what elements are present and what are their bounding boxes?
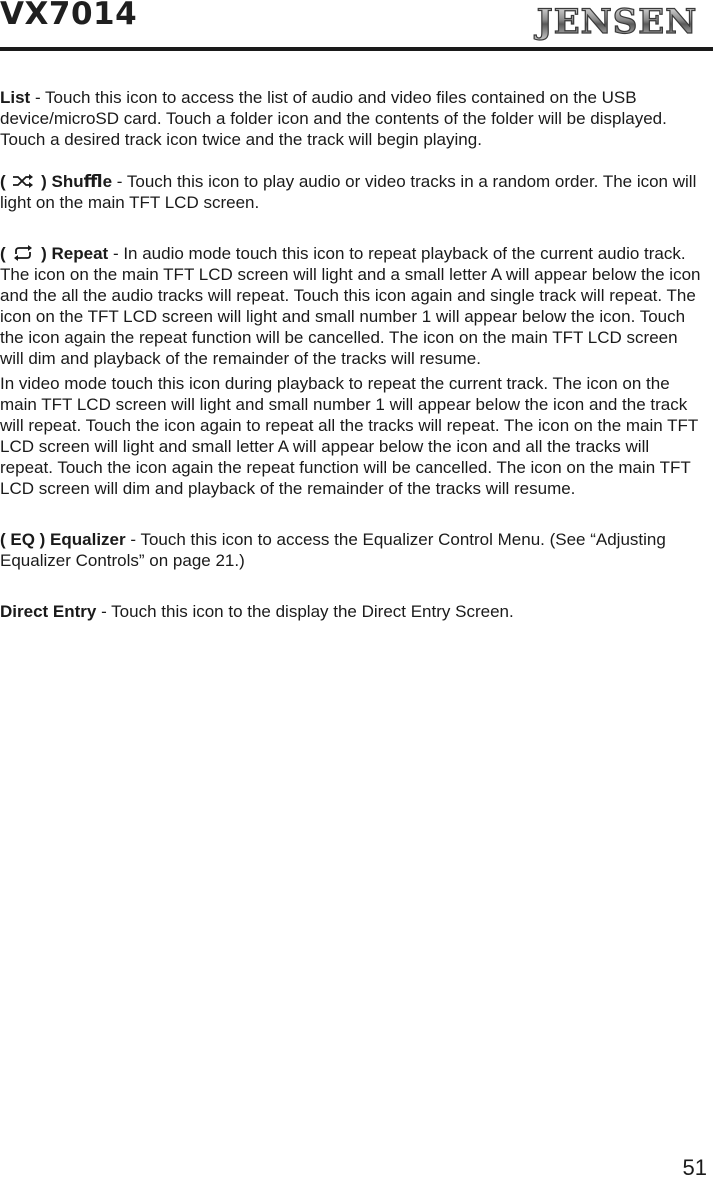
page-content: [0, 87, 705, 622]
repeat-text: - In audio mode touch this icon to repeat playback of the current audio track. The icon on the main TFT LCD screen will light and a small letter A will appear below the icon and the all the audio tracks will repeat. Touch this icon again and single track will repeat. The icon on the TFT LCD screen will light and small number 1 will appear below the icon. Touch the icon again the repeat function will be cancelled. The icon on the main TFT LCD screen will dim and playback of the remainder of the tracks will resume.: [0, 244, 701, 368]
direct-entry-term: Direct Entry: [0, 602, 97, 621]
direct-entry-text: - Touch this icon to the display the Direct Entry Screen.: [96, 602, 514, 621]
page-header: [0, 0, 713, 52]
jensen-logo: [525, 0, 709, 42]
page-number: 51: [682, 1155, 707, 1180]
shuffle-term: ) Shuﬄe: [41, 172, 113, 191]
shuffle-paragraph: [0, 171, 705, 213]
equalizer-paragraph: [0, 529, 705, 571]
shuffle-icon: [12, 173, 34, 189]
shuffle-text: - Touch this icon to play audio or video tracks in a random order. The icon will light on the main TFT LCD screen.: [0, 172, 697, 212]
repeat-term: ) Repeat: [41, 244, 109, 263]
shuffle-open-paren: (: [0, 172, 6, 191]
list-text: - Touch this icon to access the list of audio and video ﬁles contained on the USB device/microSD card. Touch a folder icon and the contents of the folder will be displayed. Touch a desired track icon twice and the track will begin playing.: [0, 88, 667, 149]
list-paragraph: [0, 87, 705, 150]
equalizer-term: ( EQ ) Equalizer: [0, 530, 126, 549]
direct-entry-paragraph: [0, 601, 705, 622]
repeat-icon: [12, 245, 34, 261]
equalizer-text: - Touch this icon to access the Equalizer Control Menu. (See “Adjusting Equalizer Controls” on page 21.): [0, 530, 666, 570]
repeat-video-paragraph: [0, 373, 705, 499]
repeat-video-text: In video mode touch this icon during playback to repeat the current track. The icon on the main TFT LCD screen will light and small number 1 will appear below the icon and the track will repeat. Touch the icon again to repeat all the tracks will repeat. The icon on the main TFT LCD screen will light and small letter A will appear below the icon and all the tracks will repeat. Touch the icon again the repeat function will be cancelled. The icon on the main TFT LCD screen will dim and playback of the remainder of the tracks will resume.: [0, 374, 699, 498]
header-rule: [0, 47, 713, 51]
repeat-paragraph: [0, 243, 705, 369]
svg-text:JENSEN: JENSEN: [536, 2, 698, 42]
list-term: List: [0, 88, 31, 107]
repeat-open-paren: (: [0, 244, 6, 263]
model-number: VX7014: [0, 0, 138, 32]
